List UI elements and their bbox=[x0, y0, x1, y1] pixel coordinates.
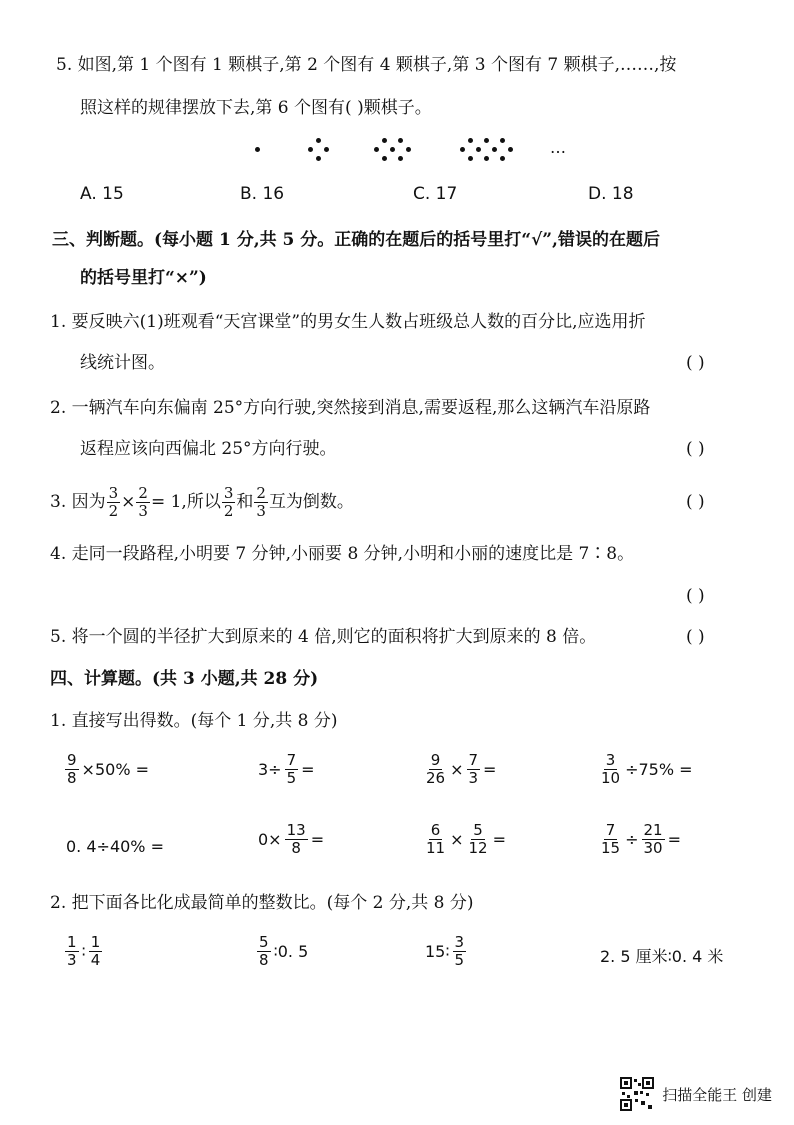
fraction: $\frac{13}{8}$ bbox=[286, 821, 306, 857]
chess-piece bbox=[398, 138, 403, 143]
chess-piece bbox=[468, 138, 473, 143]
calc-item: $\frac{6}{11}$ × $\frac{5}{12}$ = bbox=[426, 821, 506, 857]
option-d: D. 18 bbox=[588, 184, 634, 204]
calc-item: 0× $\frac{13}{8}$ = bbox=[258, 821, 325, 857]
pattern-ellipsis: … bbox=[550, 138, 566, 157]
ratio-item: 2. 5 厘米∶0. 4 米 bbox=[600, 947, 724, 966]
section4-title: 四、计算题。(共 3 小题,共 28 分) bbox=[50, 669, 319, 689]
chess-piece bbox=[406, 147, 411, 152]
scanner-watermark bbox=[620, 1077, 772, 1111]
calc-item: $\frac{7}{15}$ ÷ $\frac{21}{30}$ = bbox=[601, 821, 681, 857]
chess-piece bbox=[255, 147, 260, 152]
fraction: $\frac{5}{8}$ bbox=[259, 933, 269, 969]
option-c: C. 17 bbox=[413, 184, 458, 204]
fraction: $\frac{1}{3}$ bbox=[67, 933, 77, 969]
qr-code-icon bbox=[620, 1077, 654, 1111]
chess-piece bbox=[398, 156, 403, 161]
chess-piece bbox=[500, 138, 505, 143]
answer-paren[interactable]: ( ) bbox=[686, 439, 705, 459]
fraction: $\frac{21}{30}$ bbox=[643, 821, 663, 857]
chess-piece bbox=[460, 147, 465, 152]
fraction: $\frac{9}{8}$ bbox=[67, 751, 77, 787]
judge-3: 3. 因为 $\frac{3}{2}$ × $\frac{2}{3}$ = 1,所以 $\frac{3}{2}$ 和 $\frac{2}{3}$ 互为倒数。 bbox=[50, 483, 354, 520]
chess-piece bbox=[374, 147, 379, 152]
fraction: $\frac{3}{2}$ bbox=[223, 483, 234, 520]
fraction: $\frac{9}{26}$ bbox=[426, 751, 446, 787]
calc-item: $\frac{9}{26}$ × $\frac{7}{3}$ = bbox=[426, 751, 497, 787]
calc-sub1-title: 1. 直接写出得数。(每个 1 分,共 8 分) bbox=[50, 711, 338, 731]
answer-paren[interactable]: ( ) bbox=[686, 586, 705, 606]
chess-piece bbox=[324, 147, 329, 152]
chess-piece bbox=[316, 156, 321, 161]
section3-title-line2: 的括号里打“×”) bbox=[80, 268, 207, 288]
judge-1-line1: 1. 要反映六(1)班观看“天宫课堂”的男女生人数占班级总人数的百分比,应选用折 bbox=[50, 312, 646, 332]
chess-piece bbox=[316, 138, 321, 143]
option-b: B. 16 bbox=[240, 184, 285, 204]
fraction: $\frac{1}{4}$ bbox=[90, 933, 101, 969]
calc-item: 3÷ $\frac{7}{5}$ = bbox=[258, 751, 315, 787]
judge-1-line2: 线统计图。 bbox=[80, 353, 165, 373]
chess-piece bbox=[308, 147, 313, 152]
answer-paren[interactable]: ( ) bbox=[686, 353, 705, 373]
chess-piece bbox=[508, 147, 513, 152]
calc-sub2-title: 2. 把下面各比化成最简单的整数比。(每个 2 分,共 8 分) bbox=[50, 893, 474, 913]
judge-2-line1: 2. 一辆汽车向东偏南 25°方向行驶,突然接到消息,需要返程,那么这辆汽车沿原路 bbox=[50, 398, 651, 418]
ratio-item: $\frac{1}{3}$ ∶ $\frac{1}{4}$ bbox=[67, 933, 101, 969]
chess-piece bbox=[382, 138, 387, 143]
calc-item: $\frac{9}{8}$ ×50% = bbox=[67, 751, 150, 787]
chess-piece bbox=[468, 156, 473, 161]
fraction: $\frac{3}{10}$ bbox=[601, 751, 621, 787]
fraction: $\frac{7}{5}$ bbox=[286, 751, 297, 787]
fraction: $\frac{7}{15}$ bbox=[601, 821, 621, 857]
fraction: $\frac{5}{12}$ bbox=[468, 821, 488, 857]
fraction: $\frac{2}{3}$ bbox=[256, 483, 266, 520]
chess-piece bbox=[492, 147, 497, 152]
section3-title-line1: 三、判断题。(每小题 1 分,共 5 分。正确的在题后的括号里打“√”,错误的在题后 bbox=[52, 230, 660, 250]
fraction: $\frac{3}{2}$ bbox=[108, 483, 119, 520]
chess-piece bbox=[382, 156, 387, 161]
chess-piece bbox=[484, 138, 489, 143]
fraction: $\frac{7}{3}$ bbox=[468, 751, 479, 787]
judge-5: 5. 将一个圆的半径扩大到原来的 4 倍,则它的面积将扩大到原来的 8 倍。 bbox=[50, 627, 597, 647]
chess-piece bbox=[484, 156, 489, 161]
answer-paren[interactable]: ( ) bbox=[686, 492, 705, 512]
judge-2-line2: 返程应该向西偏北 25°方向行驶。 bbox=[80, 439, 337, 459]
fraction: $\frac{6}{11}$ bbox=[426, 821, 446, 857]
chess-piece bbox=[500, 156, 505, 161]
calc-item: 0. 4÷40% = bbox=[66, 836, 164, 856]
chess-piece bbox=[476, 147, 481, 152]
q5-line1: 5. 如图,第 1 个图有 1 颗棋子,第 2 个图有 4 颗棋子,第 3 个图有 7 颗棋子,……,按 bbox=[56, 55, 677, 75]
ratio-item: 15∶ $\frac{3}{5}$ bbox=[425, 933, 465, 969]
judge-4: 4. 走同一段路程,小明要 7 分钟,小丽要 8 分钟,小明和小丽的速度比是 7∶8。 bbox=[50, 544, 635, 564]
fraction: $\frac{3}{5}$ bbox=[454, 933, 465, 969]
calc-item: $\frac{3}{10}$ ÷75% = bbox=[601, 751, 693, 787]
q5-line2: 照这样的规律摆放下去,第 6 个图有( )颗棋子。 bbox=[80, 98, 432, 118]
option-a: A. 15 bbox=[80, 184, 124, 204]
chess-piece bbox=[390, 147, 395, 152]
answer-paren[interactable]: ( ) bbox=[686, 627, 705, 647]
ratio-item: $\frac{5}{8}$ ∶0. 5 bbox=[259, 933, 309, 969]
fraction: $\frac{2}{3}$ bbox=[138, 483, 148, 520]
watermark-text: 扫描全能王 创建 bbox=[662, 1085, 772, 1104]
